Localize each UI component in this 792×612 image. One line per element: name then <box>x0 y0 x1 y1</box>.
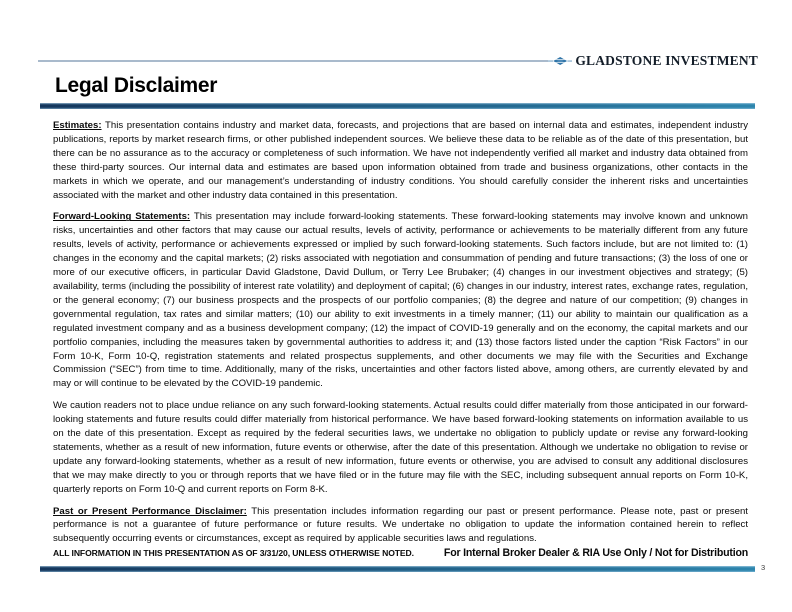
footer <box>53 547 748 559</box>
footer-as-of-note: ALL INFORMATION IN THIS PRESENTATION AS OF 3/31/20, UNLESS OTHERWISE NOTED. <box>53 548 414 558</box>
paragraph-text: This presentation includes information regarding our past or present performance. Please note, past or present performance is not a guarantee of future performance or future results. We undertake no obligation to update the information contained herein to reflect subsequently occurring events or circumstances, except as required by applicable securities laws and regulations. <box>53 505 748 545</box>
paragraph-label: Estimates: <box>53 120 102 131</box>
company-logo <box>548 53 758 69</box>
paragraph-text: This presentation may include forward-looking statements. These forward-looking statements may involve known and unknown risks, uncertainties and other factors that may cause our actual results, levels of activity, performance or achievements to be materially different from any future results, levels of activity, performance or achievements expressed or implied by such forward-looking statements. Such factors include, but are not limited to: (1) changes in the economy and the capital markets; (2) risks associated with negotiation and consummation of pending and future transactions; (3) the loss of one or more of our executive officers, in particular David Gladstone, David Dullum, or Terry Lee Brubaker; (4) changes in our investment objectives and strategy; (5) availability, terms (including the possibility of interest rate volatility) and deployment of capital; (6) changes in our industry, interest rates, exchange rates, regulation, or the general economy; (7) our business prospects and the prospects of our portfolio companies; (8) the degree and nature of our competition; (9) changes in governmental regulation, tax rates and similar matters; (10) our ability to exit investments in a timely manner; (11) our ability to maintain our qualification as a regulated investment company and as a business development company; (12) the impact of COVID-19 generally and on the economy, the capital markets and our portfolio companies, including the measures taken by governmental authorities to address it; and (13) those factors listed under the caption “Risk Factors” in our Form 10-K, Form 10-Q, registration statements and related prospectus supplements, and other documents we may file with the Securities and Exchange Commission (“SEC”) from time to time. Additionally, many of the risks, uncertainties and other factors listed above, among others, are currently elevated by and may or will continue to be elevated by the COVID-19 pandemic. <box>53 211 749 390</box>
paragraph-caution <box>53 399 748 496</box>
paragraph-label: Forward-Looking Statements: <box>53 211 191 223</box>
title-underline-bar <box>40 103 755 109</box>
paragraph-text: We caution readers not to place undue reliance on any such forward-looking statements. Actual results could differ materially from those anticipated in our forward-looking statements and future results could differ materially from historical performance. We have based forward-looking statements on information available to us on the date of this presentation. Except as required by the federal securities laws, we undertake no obligation to publicly update or revise any forward-looking statements, whether as a result of new information, future events or otherwise, after the date of this presentation. Although we undertake no obligation to revise or update any forward-looking statements, whether as a result of new information, future events or otherwise, you are advised to consult any additional disclosures that we may make directly to you or through reports that we have filed or in the future may file with the SEC, including subsequent annual reports on Form 10-K, quarterly reports on Form 10-Q and current reports on Form 8-K. <box>53 400 748 495</box>
page-title: Legal Disclaimer <box>55 74 218 97</box>
page-number: 3 <box>761 563 766 572</box>
paragraph-forward-looking <box>53 210 748 391</box>
company-name: GLADSTONE INVESTMENT <box>575 53 758 68</box>
footer-rule <box>40 566 755 572</box>
disclaimer-body <box>53 119 748 554</box>
footer-distribution-note: For Internal Broker Dealer & RIA Use Only / Not for Distribution <box>443 547 748 559</box>
header-rule <box>38 60 548 62</box>
gladstone-diamond-icon <box>548 53 572 69</box>
paragraph-estimates <box>53 119 748 202</box>
paragraph-text: This presentation contains industry and market data, forecasts, and projections that are based on internal data and estimates, independent industry publications, reports by market research firms, or other published independent sources. We believe these data to be reliable as of the date of this presentation, but there can be no assurance as to the accuracy or completeness of such information. We have not independently verified all market and industry data obtained from these third-party sources. Our internal data and estimates are based upon information obtained from trade and business organizations, other contacts in the markets in which we operate, and our management’s understanding of industry conditions. You should carefully consider the inherent risks and uncertainties associated with the market and other industry data contained in this presentation. <box>53 120 748 201</box>
paragraph-past-performance <box>53 505 748 547</box>
paragraph-label: Past or Present Performance Disclaimer: <box>53 505 247 517</box>
